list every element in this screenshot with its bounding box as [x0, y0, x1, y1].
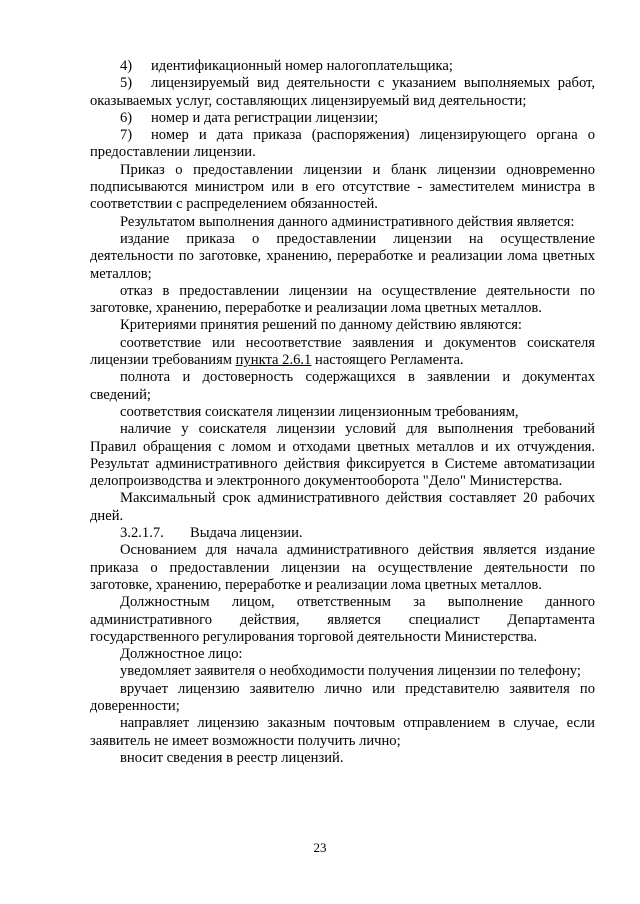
paragraph-duty-1: уведомляет заявителя о необходимости получения лицензии по телефону; [120, 663, 581, 680]
paragraph-duty-4: вносит сведения в реестр лицензий. [120, 749, 344, 766]
section-heading [90, 525, 595, 542]
section-number: 3.2.1.7. [120, 525, 164, 542]
list-item [90, 127, 595, 162]
paragraph-basis: Основанием для начала административного действия является издание приказа о предоставлении лицензии на осуществление деятельности по заготовке, хранению, переработке и реализации лома цветных металлов. [90, 542, 595, 593]
paragraph-result-2: отказ в предоставлении лицензии на осуществление деятельности по заготовке, хранению, переработке и реализации лома цветных металлов. [90, 282, 595, 317]
paragraph-duty-3: направляет лицензию заказным почтовым отправлением в случае, если заявитель не имеет возможности получить лично; [90, 715, 595, 749]
document-body [90, 58, 595, 767]
list-number: 4) [120, 58, 133, 74]
list-number: 7) [120, 127, 133, 144]
paragraph-duty-2: вручает лицензию заявителю лично или представителю заявителя по доверенности; [90, 680, 595, 714]
list-item [90, 110, 595, 127]
list-text: номер и дата приказа (распоряжения) лицензирующего органа о предоставлении лицензии. [90, 127, 595, 161]
paragraph-criteria-3: соответствия соискателя лицензии лицензионным требованиям, [120, 403, 519, 420]
list-item [90, 58, 595, 75]
paragraph-result-1: издание приказа о предоставлении лицензии на осуществление деятельности по заготовке, хранению, переработке и реализации лома цветных металлов; [90, 230, 595, 282]
criteria-4-text: наличие у соискателя лицензии условий для выполнения требований Правил обращения с ломом и отходами цветных металлов и их отчуждения. [90, 421, 595, 455]
list-item [90, 75, 595, 110]
paragraph-criteria-4 [90, 421, 595, 456]
regulation-point-link[interactable]: пункта 2.6.1 [235, 352, 312, 369]
list-number: 5) [120, 75, 133, 92]
list-text: идентификационный номер налогоплательщика; [151, 58, 453, 74]
list-text: лицензируемый вид деятельности с указанием выполняемых работ, оказываемых услуг, составляющих лицензируемый вид деятельности; [90, 75, 595, 109]
criteria-1-text-b: настоящего Регламента. [311, 352, 464, 369]
paragraph-signing: Приказ о предоставлении лицензии и бланк лицензии одновременно подписываются министром или в его отсутствие - заместителем министра в соответствии с распределением обязанностей. [90, 161, 595, 213]
paragraph-criteria-intro: Критериями принятия решений по данному действию являются: [120, 317, 522, 334]
paragraph-criteria-2: полнота и достоверность содержащихся в заявлении и документах сведений; [90, 369, 595, 403]
page-number: 23 [313, 840, 327, 855]
paragraph-max-term: Максимальный срок административного действия составляет 20 рабочих дней. [90, 490, 595, 524]
section-title: Выдача лицензии. [190, 525, 303, 542]
list-number: 6) [120, 109, 133, 126]
paragraph-result-record: Результат административного действия фиксируется в Системе автоматизации делопроизводства и электронного документооборота "Дело" Министерства. [90, 455, 595, 490]
paragraph-criteria-1 [90, 335, 595, 370]
criteria-1-text-a: соответствие или несоответствие заявления и документов соискателя лицензии требованиям [90, 334, 595, 369]
paragraph-responsible: Должностным лицом, ответственным за выполнение данного административного действия, является специалист Департамента государственного регулирования торговой деятельности Министерства. [90, 594, 595, 645]
list-text: номер и дата регистрации лицензии; [151, 109, 379, 126]
paragraph-result-intro: Результатом выполнения данного административного действия является: [120, 213, 575, 230]
paragraph-official: Должностное лицо: [120, 646, 243, 663]
